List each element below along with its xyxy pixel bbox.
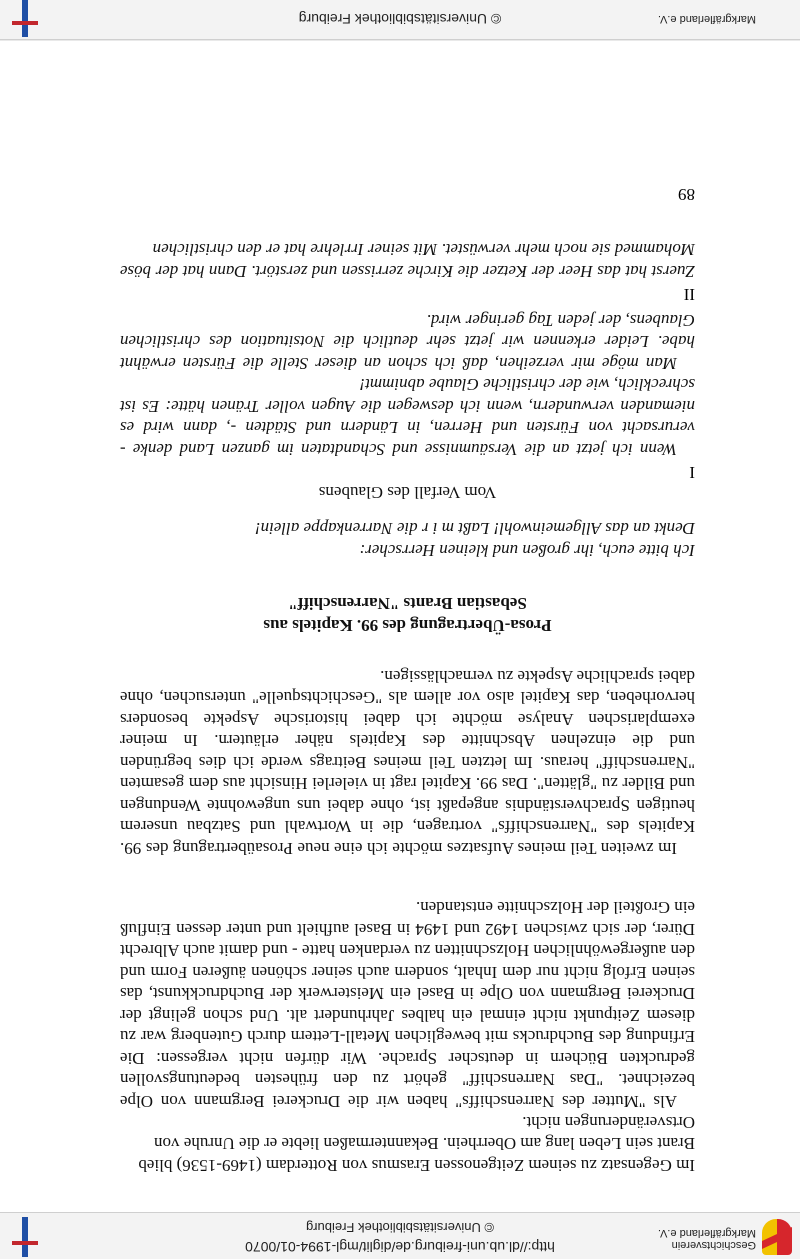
- document-page: [0, 41, 800, 1212]
- section-heading: [120, 592, 695, 636]
- org-line-1: Geschichtsverein: [671, 1239, 756, 1251]
- intro-line-1: Im Gegensatz zu seinem Zeitgenossen Erasmus von Rotterdam (1469-1536) blieb: [138, 1156, 695, 1175]
- section-2-numeral: II: [683, 285, 695, 304]
- document-url[interactable]: http://dl.ub.uni-freiburg.de/diglit/mgl-1994-01/0070: [245, 1239, 555, 1255]
- footer-university-logo: [12, 0, 38, 37]
- paragraph-2: Im zweiten Teil meines Aufsatzes möchte ich eine neue Prosaübertragung des 99. Kapitels des "Narrenschiffs" vortragen, die in Wortwahl und Satzbau unserem heutigen Sprachverständnis angepaßt ist, ohne dabei uns ungewohnte Wendungen und Bilder zu "glätten". Das 99. Kapitel ragt in vielerlei Hinsicht aus dem gesamten "Narrenschiff" heraus. Im letzten Teil meines Beitrags werde ich dies begründen und die einzelnen Abschnitte des Kapitels näher erläutern. In meiner exemplarischen Analyse möchte ich dabei historische Aspekte besonders hervorheben, das Kapitel also vor allem als "Geschichtsquelle" untersuchen, ohne dabei sprachliche Aspekte zu vernachlässigen.: [120, 667, 695, 858]
- section-1-text: Wenn ich jetzt an die Versäumnisse und Schandtaten im ganzen Land denke - verursacht von Fürsten und Herren, in Ländern und Städten -, dann wird es niemanden verwundern, wenn ich deswegen die Augen voller Tränen hätte: Es ist schrecklich, wie der christliche Glaube abnimmt!: [120, 375, 695, 459]
- heading-line-1: Prosa-Übertragung des 99. Kapitels aus: [263, 616, 552, 635]
- intro-text: [120, 1112, 695, 1177]
- university-logo: [12, 1217, 38, 1257]
- section-1-text-2: Man möge mir verzeihen, daß ich schon an dieser Stelle die Fürsten erwähnt habe. Leider erkennen wir jetzt sehr deutlich die Notsituation des christlichen Glaubens, der jeden Tag geringer wird.: [120, 311, 695, 373]
- footer-org: Markgräflerland e.V.: [657, 13, 756, 25]
- intro-line-2: Brant sein Leben lang am Oberrhein. Bekanntermaßen liebte er die Unruhe von: [154, 1134, 695, 1154]
- copyright-notice: © Universitätsbibliothek Freiburg: [305, 1220, 495, 1235]
- section-2-text: Zuerst hat das Heer der Ketzer die Kirche zerrissen und zerstört. Dann hat der böse Mohammed sie noch mehr verwüstet. Mit seiner Irrlehre hat er den christlichen: [120, 240, 695, 281]
- header-bar: [0, 1212, 800, 1259]
- paragraph-1: Als "Mutter des Narrenschiffs" haben wir die Druckerei Bergmann von Olpe bezeichnet. "Das Narrenschiff" gehört zu den frühesten bedeutungsvollen gedruckten Büchern in deutscher Sprache. Wir dürfen nicht vergessen: Die Erfindung des Buchdrucks mit beweglichen Metall-Lettern durch Gutenberg war zu diesem Zeitpunkt nicht einmal ein halbes Jahrhundert alt. Und schon gelingt der Druckerei Bergmann von Olpe in Basel ein Meisterwerk der Buchdruckkunst, das seinen Erfolg nicht nur dem Inhalt, sondern auch seiner schönen äußeren Form und den außergewöhnlichen Holzschnitten zu verdanken hatte - und damit auch Albrecht Dürer, der sich zwischen 1492 und 1494 in Basel aufhielt und unter dessen Einfluß ein Großteil der Holzschnitte entstanden.: [120, 898, 695, 1111]
- footer-bar: [0, 0, 800, 40]
- coat-of-arms-logo: [762, 1219, 792, 1255]
- footer-copyright: © Universitätsbibliothek Freiburg: [298, 11, 502, 27]
- section-1-numeral: I: [689, 463, 695, 482]
- page-number: 89: [678, 185, 695, 204]
- org-line-2: Markgräflerland e.V.: [657, 1227, 756, 1239]
- motto: [120, 518, 695, 561]
- org-name: [658, 1227, 756, 1251]
- motto-line-2: Denkt an das Allgemeinwohl! Laßt m i r die Narrenkappe allein!: [254, 519, 695, 539]
- chapter-title: Vom Verfall des Glaubens: [318, 483, 497, 502]
- heading-line-2: Sebastian Brants "Narrenschiff": [288, 594, 527, 613]
- motto-line-1: Ich bitte euch, ihr großen und kleinen Herrscher:: [359, 541, 695, 560]
- intro-line-3: Ortsveränderungen nicht.: [522, 1113, 695, 1132]
